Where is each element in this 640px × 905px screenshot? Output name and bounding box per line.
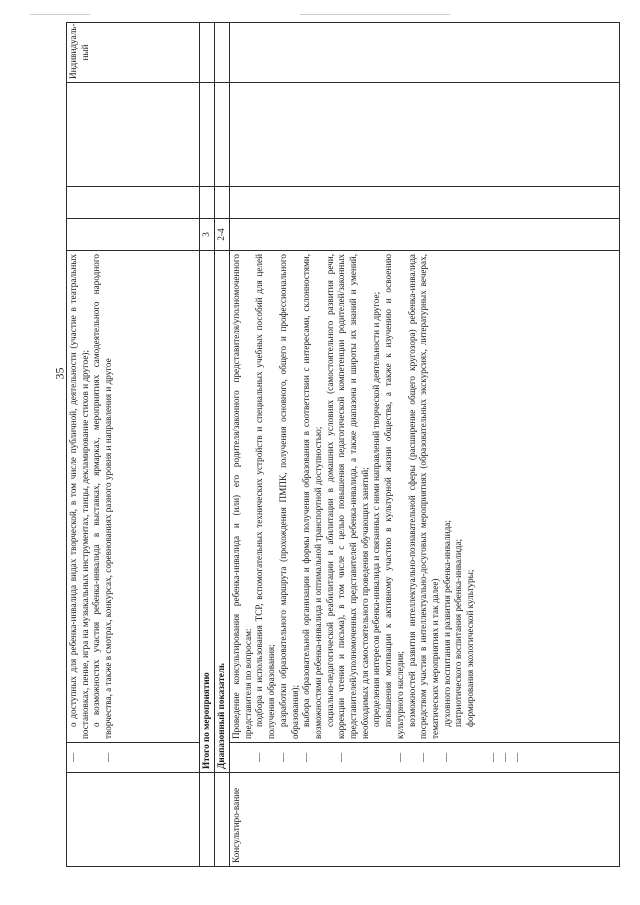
range-value: 2-4: [215, 219, 230, 251]
range-label: Диапазонный показатель: [215, 251, 230, 773]
empty-cell: [67, 83, 200, 187]
list-item: подбора и использования ТСР, вспомогательных технических устройств и специальных учебных пособий для целей получения образования;: [254, 254, 277, 739]
list-item: разработки образовательного маршрута (прохождения ПМПК, получения основного, общего и профессионального образования);: [277, 254, 300, 739]
list-item: о доступных для ребенка-инвалида видах творческой, в том числе публичной, деятельности (участие в театральных постановках, пение, игра на музыкальных инструментах, танцы, декламирование стихов и другое);: [68, 254, 90, 739]
list-item: возможностей развития интеллектуально-познавательной сферы (расширение общего кругозора) ребенка-инвалида посредством участия в интеллектуально-досуговых мероприятиях (образовательных экскурсиях, литературных вечерах, тематических мероприятиях и так далее): [406, 254, 440, 739]
list-item: духовного воспитания и развития ребенка-инвалида;: [441, 520, 452, 727]
total-value: 3: [200, 219, 215, 251]
empty-cell: [230, 83, 620, 187]
intro-text: Проведение консультирования ребенка-инвалида и (или) его родителя/законного представителя/уполномоченного представителя по вопросам:: [231, 254, 253, 739]
quantity-cell: [67, 219, 200, 251]
list-item: повышения мотивации к активному участию в культурной жизни общества, а также к изучению и освоению культурного наследия;: [383, 254, 405, 739]
empty-cell: [200, 773, 215, 867]
dash-column: — — — — — — — — — —: [230, 743, 620, 773]
table-row-total: [200, 23, 215, 867]
empty-cell: [200, 23, 215, 83]
list-item: определения интересов ребенка-инвалида и связанных с ними направлений творческой деятельности и другое;: [371, 291, 382, 727]
table-row-prev-section: [67, 23, 200, 867]
scan-artifact: [300, 14, 450, 15]
quantity-cell: [67, 187, 200, 219]
service-cell-empty: [67, 773, 200, 867]
empty-cell: [215, 23, 230, 83]
description-cell: [67, 251, 200, 743]
list-item: выбора образовательной организации и формы получения образования в соответствии с интересами, склонностями, возможностями ребенка-инвалида и оптимальной транспортной доступностью;: [301, 254, 323, 739]
description-cell: [230, 251, 620, 743]
list-item: патриотического воспитания ребенка-инвалида;: [453, 538, 464, 727]
service-name-cell: Консультиро-вание: [230, 773, 620, 867]
scan-artifact: [30, 14, 90, 15]
form-cell: [230, 23, 620, 83]
quantity-cell: [230, 187, 620, 219]
table-row-consulting: [230, 23, 620, 867]
quantity-cell: [230, 219, 620, 251]
empty-cell: [215, 773, 230, 867]
page-number: 35: [52, 367, 67, 380]
list-item: о возможностях участия ребенка-инвалида в выставках, ярмарках, мероприятиях самодеятельного народного творчества, а также в смотрах, конкурсах, соревнованиях разного уровня и направления и другое: [91, 254, 114, 739]
empty-cell: [200, 187, 215, 219]
table-row-range: [215, 23, 230, 867]
empty-cell: [215, 187, 230, 219]
rotated-table-wrapper: [66, 23, 620, 867]
empty-cell: [215, 83, 230, 187]
dash-column: — —: [67, 743, 200, 773]
list-item: социально-педагогической реабилитации и абилитации в домашних условиях (самостоятельного развития речи, коррекции чтения и письма), в том числе с целью повышения педагогической компетенции родителей/законных представителей/уполномоченных представителей ребенка-инвалида, а также диапазона и широты их знаний и умений, необходимых для самостоятельного проведения обучающих занятий;: [324, 254, 370, 739]
service-table: [66, 22, 620, 867]
empty-cell: [200, 83, 215, 187]
form-cell: Индивидуаль-ный: [67, 23, 200, 83]
list-item: формирования экологической культуры;: [465, 569, 476, 727]
total-label: Итого по мероприятию: [200, 251, 215, 773]
